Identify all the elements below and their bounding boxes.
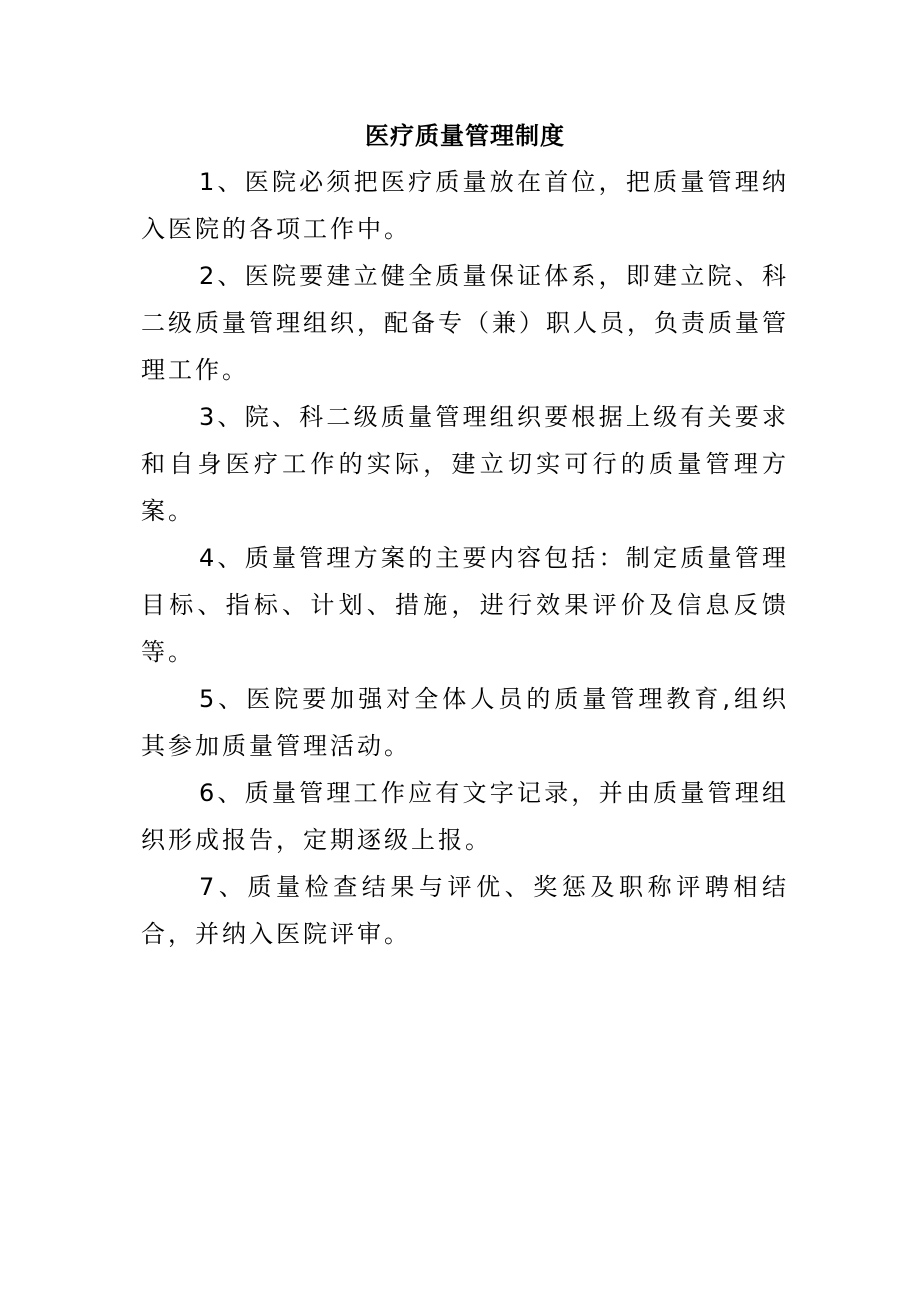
paragraph-6: 6、质量管理工作应有文字记录，并由质量管理组织形成报告，定期逐级上报。 — [141, 779, 789, 854]
document-body — [141, 113, 789, 958]
paragraph-4: 4、质量管理方案的主要内容包括：制定质量管理目标、指标、计划、措施，进行效果评价及信息反馈等。 — [141, 544, 789, 666]
document-title: 医疗质量管理制度 — [365, 122, 565, 150]
paragraph-5: 5、医院要加强对全体人员的质量管理教育,组织其参加质量管理活动。 — [141, 685, 789, 760]
paragraph-1: 1、医院必须把医疗质量放在首位，把质量管理纳入医院的各项工作中。 — [141, 168, 789, 243]
paragraph-3: 3、院、科二级质量管理组织要根据上级有关要求和自身医疗工作的实际，建立切实可行的质量管理方案。 — [141, 403, 789, 525]
paragraph-7: 7、质量检查结果与评优、奖惩及职称评聘相结合，并纳入医院评审。 — [141, 873, 789, 948]
paragraph-2: 2、医院要建立健全质量保证体系，即建立院、科二级质量管理组织，配备专（兼）职人员，负责质量管理工作。 — [141, 262, 789, 384]
